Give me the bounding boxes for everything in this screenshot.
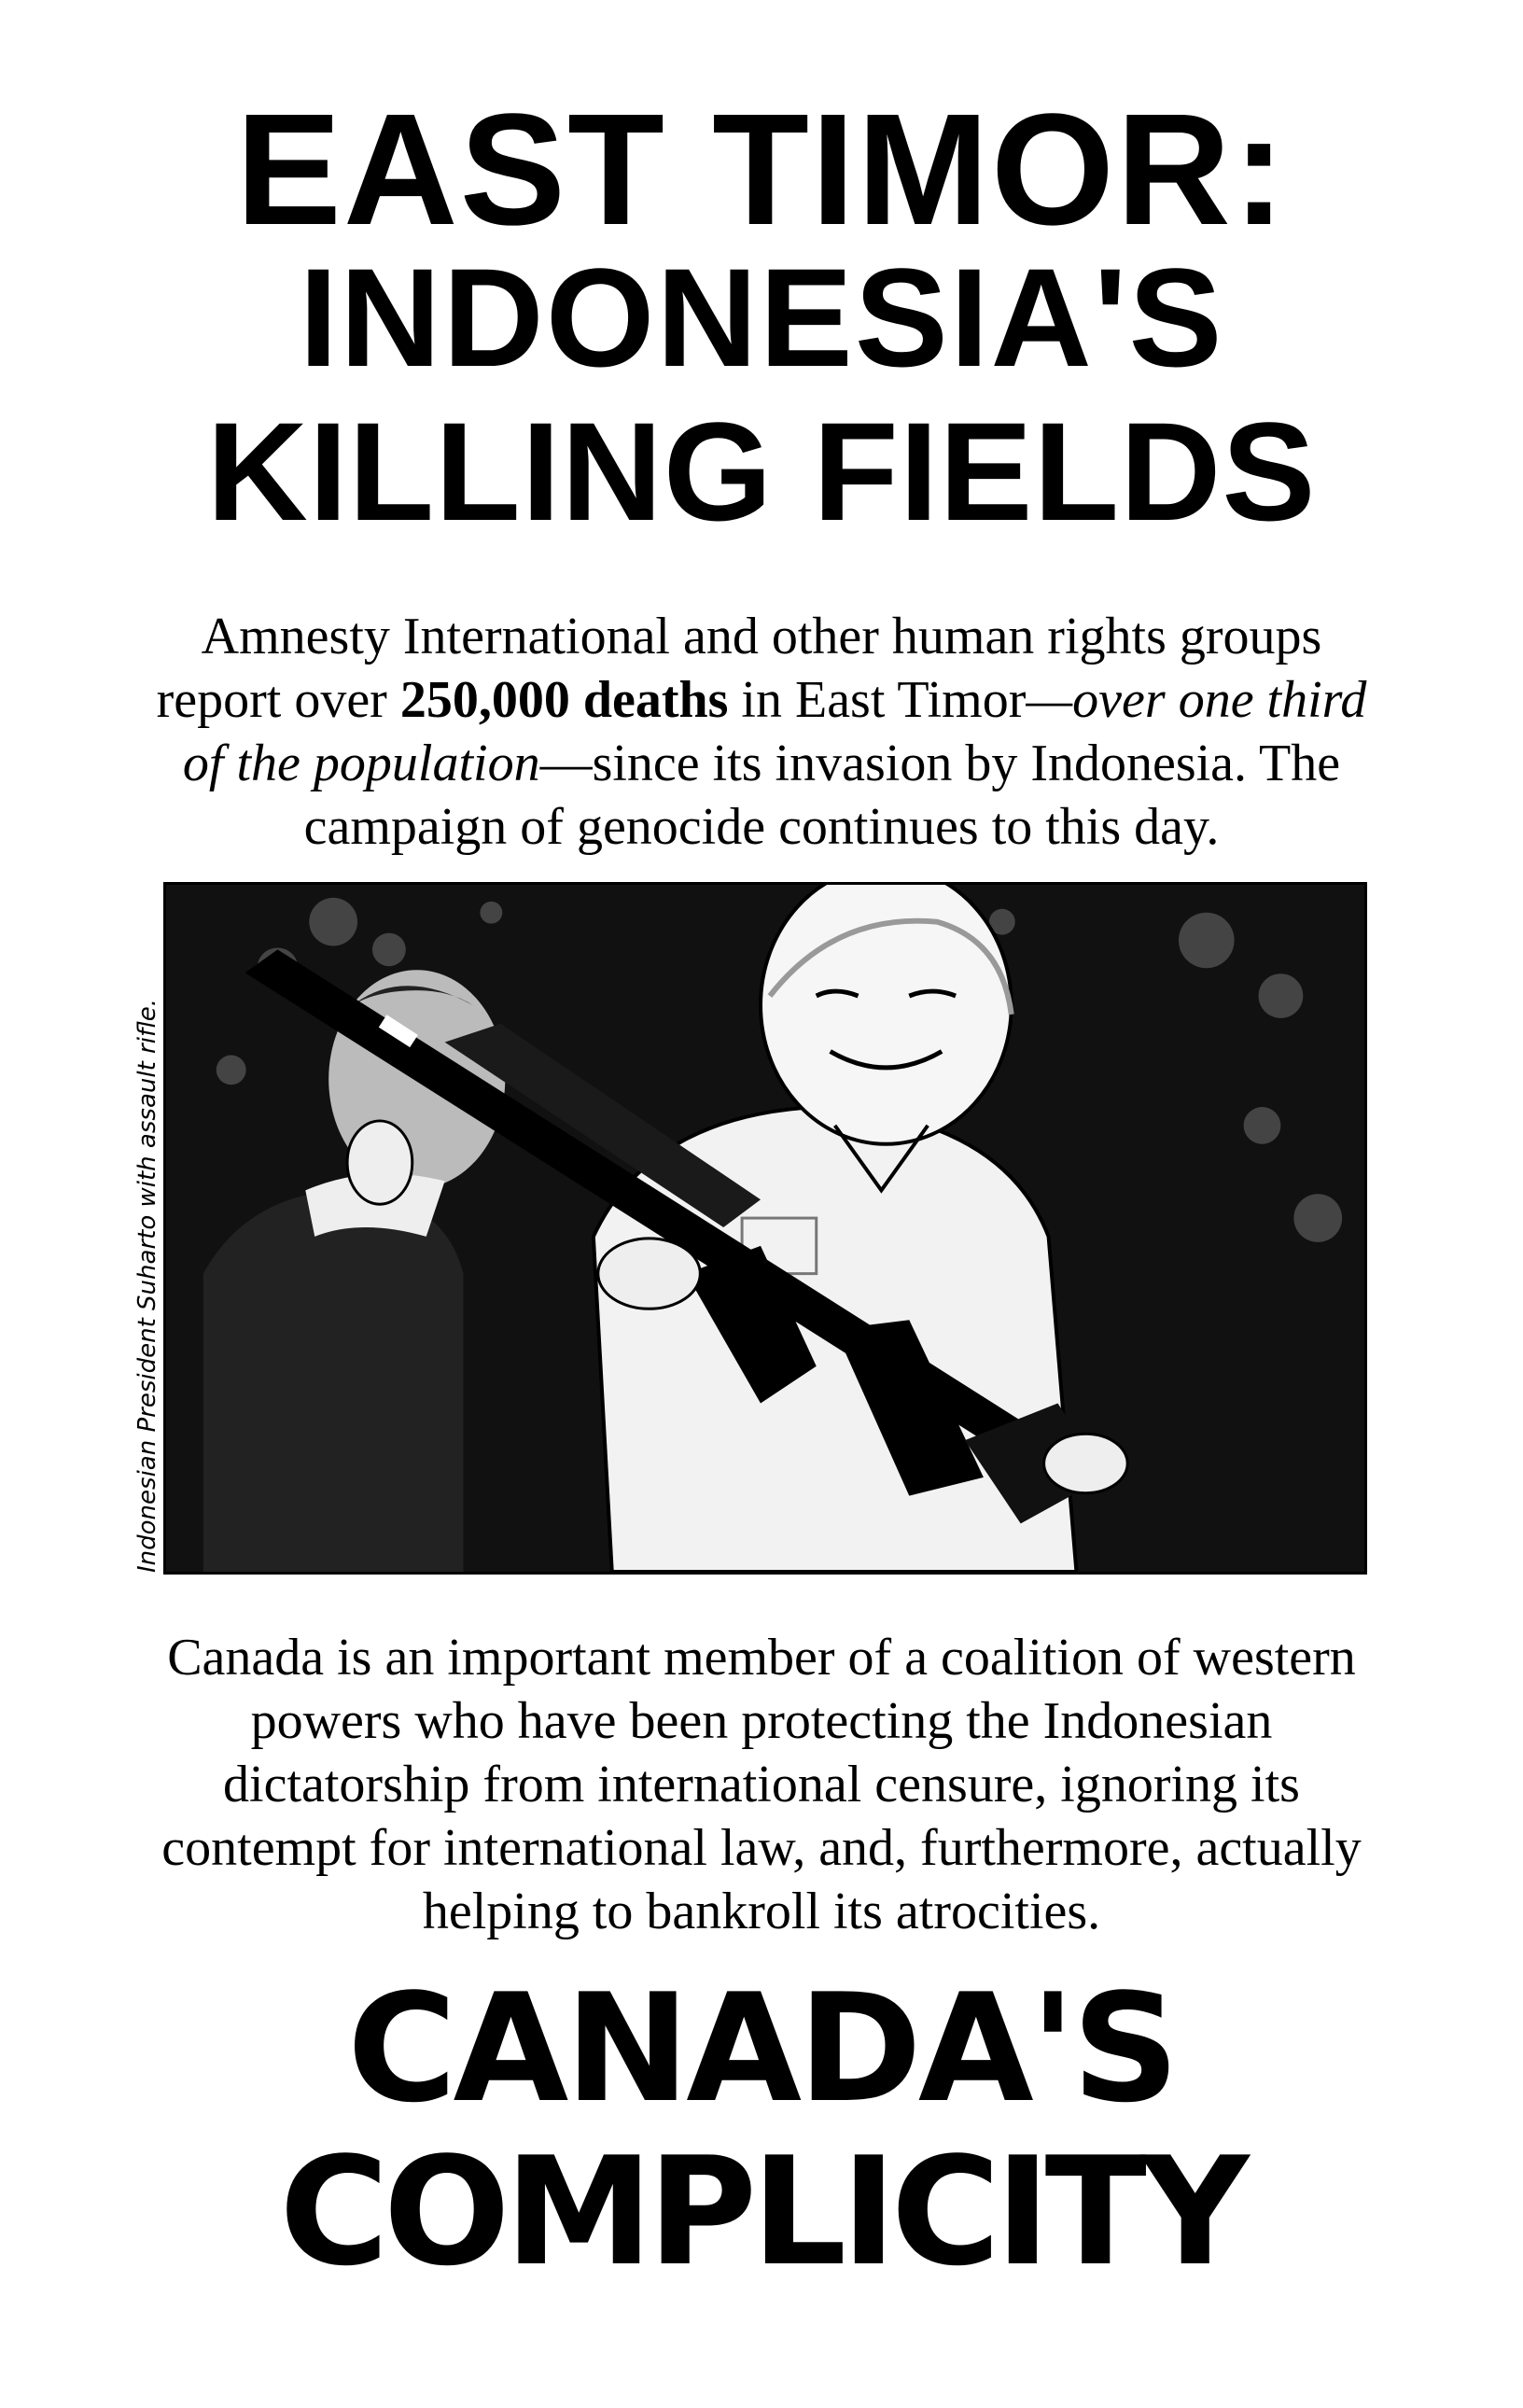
death-toll: 250,000 deaths xyxy=(399,671,729,729)
headline-line-3: KILLING FIELDS xyxy=(206,393,1317,550)
intro-line-1: Amnesty International and other human rights groups xyxy=(201,608,1322,665)
intro-line-2 xyxy=(121,668,1402,732)
intro-emphasis: —over one third xyxy=(1026,671,1367,729)
intro-text: in East Timor xyxy=(728,671,1027,729)
photo-caption: Indonesian President Suharto with assault rifle. xyxy=(133,998,161,1573)
intro-text: report over xyxy=(156,671,400,729)
headline-line-2: INDONESIA'S xyxy=(299,239,1224,396)
intro-text: —since its invasion by Indonesia. The xyxy=(539,735,1341,792)
headline-line-1: EAST TIMOR: xyxy=(235,81,1288,259)
photo xyxy=(163,882,1367,1575)
body-paragraph xyxy=(121,1626,1402,1943)
body-line-3: dictatorship from international censure, ignoring its xyxy=(223,1756,1300,1813)
intro-emphasis: of the population xyxy=(182,735,540,792)
intro-paragraph xyxy=(121,605,1402,859)
intro-line-3 xyxy=(121,732,1402,795)
body-line-4: contempt for international law, and, furthermore, actually xyxy=(161,1819,1362,1877)
closing-line-1: CANADA'S xyxy=(347,1961,1176,2135)
photo-illustration xyxy=(166,885,1364,1572)
closing-line-2: COMPLICITY xyxy=(279,2124,1244,2299)
body-line-2: powers who have been protecting the Indonesian xyxy=(250,1692,1273,1750)
body-line-1: Canada is an important member of a coalition of western xyxy=(167,1629,1356,1687)
body-line-5: helping to bankroll its atrocities. xyxy=(422,1883,1101,1940)
intro-line-4: campaign of genocide continues to this day. xyxy=(303,798,1220,856)
